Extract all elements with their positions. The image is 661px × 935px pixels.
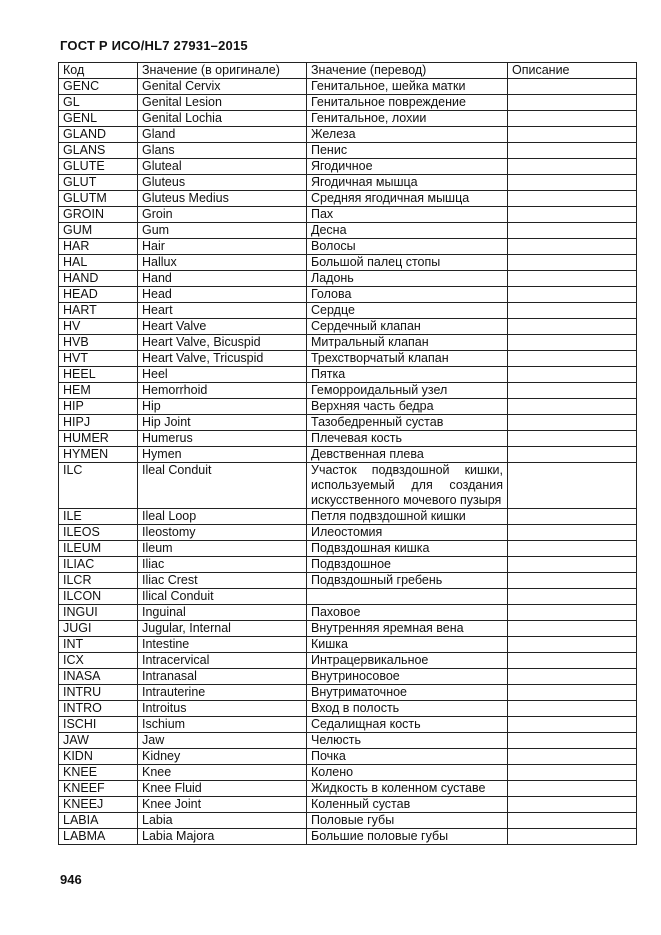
- cell-code: ILC: [59, 463, 138, 509]
- table-row: [59, 509, 637, 525]
- cell-original: Genital Lesion: [138, 95, 307, 111]
- cell-translation: Пятка: [307, 367, 508, 383]
- cell-translation: Трехстворчатый клапан: [307, 351, 508, 367]
- cell-description: [508, 541, 637, 557]
- cell-description: [508, 303, 637, 319]
- table-row: [59, 399, 637, 415]
- cell-description: [508, 717, 637, 733]
- cell-original: Hymen: [138, 447, 307, 463]
- cell-description: [508, 383, 637, 399]
- table-row: [59, 367, 637, 383]
- cell-translation: Средняя ягодичная мышца: [307, 191, 508, 207]
- cell-translation: Ладонь: [307, 271, 508, 287]
- cell-original: Heart Valve: [138, 319, 307, 335]
- cell-translation: Внутриносовое: [307, 669, 508, 685]
- cell-code: GLUT: [59, 175, 138, 191]
- table-row: [59, 303, 637, 319]
- cell-translation: Паховое: [307, 605, 508, 621]
- cell-translation: Подвздошная кишка: [307, 541, 508, 557]
- table-row: [59, 319, 637, 335]
- cell-translation: Внутренняя яремная вена: [307, 621, 508, 637]
- cell-description: [508, 653, 637, 669]
- cell-original: Kidney: [138, 749, 307, 765]
- cell-translation: Ягодичное: [307, 159, 508, 175]
- cell-translation: Пах: [307, 207, 508, 223]
- cell-code: GLAND: [59, 127, 138, 143]
- cell-description: [508, 829, 637, 845]
- cell-original: Ileal Conduit: [138, 463, 307, 509]
- cell-code: HUMER: [59, 431, 138, 447]
- cell-code: INTRO: [59, 701, 138, 717]
- cell-original: Gland: [138, 127, 307, 143]
- cell-code: GUM: [59, 223, 138, 239]
- cell-description: [508, 159, 637, 175]
- table-body: [59, 79, 637, 845]
- cell-description: [508, 749, 637, 765]
- cell-original: Inguinal: [138, 605, 307, 621]
- cell-description: [508, 95, 637, 111]
- cell-translation: Вход в полость: [307, 701, 508, 717]
- cell-description: [508, 431, 637, 447]
- cell-translation: Сердце: [307, 303, 508, 319]
- cell-code: GLUTM: [59, 191, 138, 207]
- cell-code: HIP: [59, 399, 138, 415]
- cell-original: Intracervical: [138, 653, 307, 669]
- cell-description: [508, 733, 637, 749]
- cell-translation: Ягодичная мышца: [307, 175, 508, 191]
- cell-translation: Генитальное, лохии: [307, 111, 508, 127]
- table-row: [59, 749, 637, 765]
- cell-code: HAL: [59, 255, 138, 271]
- cell-translation: Участок подвздошной кишки, используемый для создания искусственного мочевого пузыря: [307, 463, 508, 509]
- cell-code: HYMEN: [59, 447, 138, 463]
- cell-translation: Плечевая кость: [307, 431, 508, 447]
- cell-description: [508, 127, 637, 143]
- table-row: [59, 191, 637, 207]
- column-header-original: Значение (в оригинале): [138, 63, 307, 79]
- cell-code: KNEEF: [59, 781, 138, 797]
- cell-description: [508, 143, 637, 159]
- cell-code: KNEE: [59, 765, 138, 781]
- table-row: [59, 525, 637, 541]
- cell-description: [508, 335, 637, 351]
- cell-code: GLUTE: [59, 159, 138, 175]
- table-row: [59, 621, 637, 637]
- cell-description: [508, 271, 637, 287]
- cell-translation: Геморроидальный узел: [307, 383, 508, 399]
- cell-code: ILEOS: [59, 525, 138, 541]
- cell-original: Groin: [138, 207, 307, 223]
- cell-description: [508, 111, 637, 127]
- cell-original: Ilical Conduit: [138, 589, 307, 605]
- cell-original: Intestine: [138, 637, 307, 653]
- table-row: [59, 127, 637, 143]
- cell-code: ICX: [59, 653, 138, 669]
- table-row: [59, 557, 637, 573]
- cell-original: Ileum: [138, 541, 307, 557]
- cell-description: [508, 255, 637, 271]
- cell-original: Introitus: [138, 701, 307, 717]
- table-row: [59, 573, 637, 589]
- table-row: [59, 415, 637, 431]
- cell-description: [508, 447, 637, 463]
- cell-description: [508, 781, 637, 797]
- cell-description: [508, 701, 637, 717]
- cell-code: LABMA: [59, 829, 138, 845]
- cell-original: Heart Valve, Bicuspid: [138, 335, 307, 351]
- table-row: [59, 351, 637, 367]
- cell-code: HAND: [59, 271, 138, 287]
- cell-description: [508, 191, 637, 207]
- cell-translation: Подвздошное: [307, 557, 508, 573]
- cell-description: [508, 399, 637, 415]
- cell-code: JUGI: [59, 621, 138, 637]
- cell-original: Intranasal: [138, 669, 307, 685]
- cell-original: Hip Joint: [138, 415, 307, 431]
- cell-description: [508, 239, 637, 255]
- table-row: [59, 447, 637, 463]
- table-row: [59, 239, 637, 255]
- cell-original: Gum: [138, 223, 307, 239]
- cell-code: HV: [59, 319, 138, 335]
- page-number: 946: [60, 872, 82, 887]
- table-row: [59, 287, 637, 303]
- cell-original: Hand: [138, 271, 307, 287]
- table-row: [59, 335, 637, 351]
- cell-code: HART: [59, 303, 138, 319]
- cell-original: Labia: [138, 813, 307, 829]
- table-row: [59, 159, 637, 175]
- cell-translation: Большие половые губы: [307, 829, 508, 845]
- cell-description: [508, 605, 637, 621]
- cell-description: [508, 367, 637, 383]
- table-row: [59, 781, 637, 797]
- table-row: [59, 79, 637, 95]
- table-row: [59, 223, 637, 239]
- table-header-row: [59, 63, 637, 79]
- cell-description: [508, 351, 637, 367]
- cell-description: [508, 589, 637, 605]
- cell-code: GENL: [59, 111, 138, 127]
- table-row: [59, 589, 637, 605]
- cell-description: [508, 525, 637, 541]
- cell-translation: Десна: [307, 223, 508, 239]
- cell-original: Jugular, Internal: [138, 621, 307, 637]
- cell-translation: Генитальное повреждение: [307, 95, 508, 111]
- cell-original: Knee: [138, 765, 307, 781]
- table-row: [59, 111, 637, 127]
- cell-code: ILCR: [59, 573, 138, 589]
- cell-code: KNEEJ: [59, 797, 138, 813]
- table-row: [59, 701, 637, 717]
- cell-translation: [307, 589, 508, 605]
- cell-code: HEAD: [59, 287, 138, 303]
- cell-code: HEEL: [59, 367, 138, 383]
- cell-description: [508, 669, 637, 685]
- cell-code: HIPJ: [59, 415, 138, 431]
- cell-description: [508, 797, 637, 813]
- cell-original: Ischium: [138, 717, 307, 733]
- cell-original: Humerus: [138, 431, 307, 447]
- table-row: [59, 95, 637, 111]
- cell-translation: Тазобедренный сустав: [307, 415, 508, 431]
- cell-original: Knee Joint: [138, 797, 307, 813]
- table-row: [59, 637, 637, 653]
- cell-original: Gluteal: [138, 159, 307, 175]
- cell-description: [508, 79, 637, 95]
- cell-code: GENC: [59, 79, 138, 95]
- cell-description: [508, 813, 637, 829]
- cell-original: Heart: [138, 303, 307, 319]
- cell-original: Genital Lochia: [138, 111, 307, 127]
- cell-translation: Большой палец стопы: [307, 255, 508, 271]
- cell-translation: Челюсть: [307, 733, 508, 749]
- cell-code: HVB: [59, 335, 138, 351]
- cell-translation: Внутриматочное: [307, 685, 508, 701]
- cell-translation: Сердечный клапан: [307, 319, 508, 335]
- cell-original: Genital Cervix: [138, 79, 307, 95]
- table-row: [59, 143, 637, 159]
- cell-code: INTRU: [59, 685, 138, 701]
- cell-translation: Девственная плева: [307, 447, 508, 463]
- table-row: [59, 383, 637, 399]
- cell-translation: Подвздошный гребень: [307, 573, 508, 589]
- table-row: [59, 829, 637, 845]
- code-table: [58, 62, 637, 845]
- cell-translation: Пенис: [307, 143, 508, 159]
- cell-translation: Седалищная кость: [307, 717, 508, 733]
- cell-translation: Верхняя часть бедра: [307, 399, 508, 415]
- cell-translation: Коленный сустав: [307, 797, 508, 813]
- cell-original: Iliac: [138, 557, 307, 573]
- cell-original: Hip: [138, 399, 307, 415]
- cell-code: INASA: [59, 669, 138, 685]
- cell-description: [508, 685, 637, 701]
- cell-original: Jaw: [138, 733, 307, 749]
- table-row: [59, 605, 637, 621]
- cell-description: [508, 463, 637, 509]
- cell-description: [508, 509, 637, 525]
- table-row: [59, 175, 637, 191]
- cell-translation: Голова: [307, 287, 508, 303]
- table-row: [59, 207, 637, 223]
- cell-description: [508, 765, 637, 781]
- cell-code: ILIAC: [59, 557, 138, 573]
- cell-original: Intrauterine: [138, 685, 307, 701]
- cell-code: ISCHI: [59, 717, 138, 733]
- cell-code: JAW: [59, 733, 138, 749]
- cell-code: GLANS: [59, 143, 138, 159]
- cell-original: Gluteus: [138, 175, 307, 191]
- cell-translation: Половые губы: [307, 813, 508, 829]
- cell-description: [508, 319, 637, 335]
- table-row: [59, 541, 637, 557]
- cell-translation: Колено: [307, 765, 508, 781]
- table-row: [59, 653, 637, 669]
- table-row: [59, 669, 637, 685]
- cell-original: Head: [138, 287, 307, 303]
- cell-translation: Митральный клапан: [307, 335, 508, 351]
- table-row: [59, 813, 637, 829]
- cell-translation: Интрацервикальное: [307, 653, 508, 669]
- column-header-translation: Значение (перевод): [307, 63, 508, 79]
- cell-description: [508, 557, 637, 573]
- cell-original: Ileostomy: [138, 525, 307, 541]
- cell-original: Hemorrhoid: [138, 383, 307, 399]
- column-header-code: Код: [59, 63, 138, 79]
- cell-original: Heel: [138, 367, 307, 383]
- table-row: [59, 765, 637, 781]
- cell-code: HEM: [59, 383, 138, 399]
- cell-original: Knee Fluid: [138, 781, 307, 797]
- table-row: [59, 271, 637, 287]
- cell-original: Hallux: [138, 255, 307, 271]
- cell-translation: Жидкость в коленном суставе: [307, 781, 508, 797]
- table-row: [59, 717, 637, 733]
- table-row: [59, 431, 637, 447]
- table-row: [59, 463, 637, 509]
- cell-code: GL: [59, 95, 138, 111]
- cell-description: [508, 287, 637, 303]
- cell-original: Heart Valve, Tricuspid: [138, 351, 307, 367]
- cell-description: [508, 223, 637, 239]
- table-row: [59, 733, 637, 749]
- cell-code: GROIN: [59, 207, 138, 223]
- cell-description: [508, 573, 637, 589]
- table-row: [59, 797, 637, 813]
- cell-original: Ileal Loop: [138, 509, 307, 525]
- cell-translation: Волосы: [307, 239, 508, 255]
- cell-translation: Петля подвздошной кишки: [307, 509, 508, 525]
- cell-code: INT: [59, 637, 138, 653]
- cell-description: [508, 175, 637, 191]
- cell-translation: Железа: [307, 127, 508, 143]
- cell-original: Hair: [138, 239, 307, 255]
- cell-translation: Кишка: [307, 637, 508, 653]
- cell-description: [508, 637, 637, 653]
- cell-code: ILCON: [59, 589, 138, 605]
- cell-code: HAR: [59, 239, 138, 255]
- cell-translation: Илеостомия: [307, 525, 508, 541]
- cell-description: [508, 207, 637, 223]
- table-row: [59, 685, 637, 701]
- cell-original: Glans: [138, 143, 307, 159]
- table-row: [59, 255, 637, 271]
- cell-code: ILEUM: [59, 541, 138, 557]
- cell-translation: Генитальное, шейка матки: [307, 79, 508, 95]
- cell-original: Gluteus Medius: [138, 191, 307, 207]
- cell-original: Iliac Crest: [138, 573, 307, 589]
- cell-original: Labia Majora: [138, 829, 307, 845]
- column-header-description: Описание: [508, 63, 637, 79]
- cell-code: HVT: [59, 351, 138, 367]
- cell-code: KIDN: [59, 749, 138, 765]
- cell-description: [508, 621, 637, 637]
- document-header: ГОСТ Р ИСО/HL7 27931–2015: [60, 38, 248, 53]
- cell-code: ILE: [59, 509, 138, 525]
- cell-code: INGUI: [59, 605, 138, 621]
- cell-translation: Почка: [307, 749, 508, 765]
- cell-description: [508, 415, 637, 431]
- cell-code: LABIA: [59, 813, 138, 829]
